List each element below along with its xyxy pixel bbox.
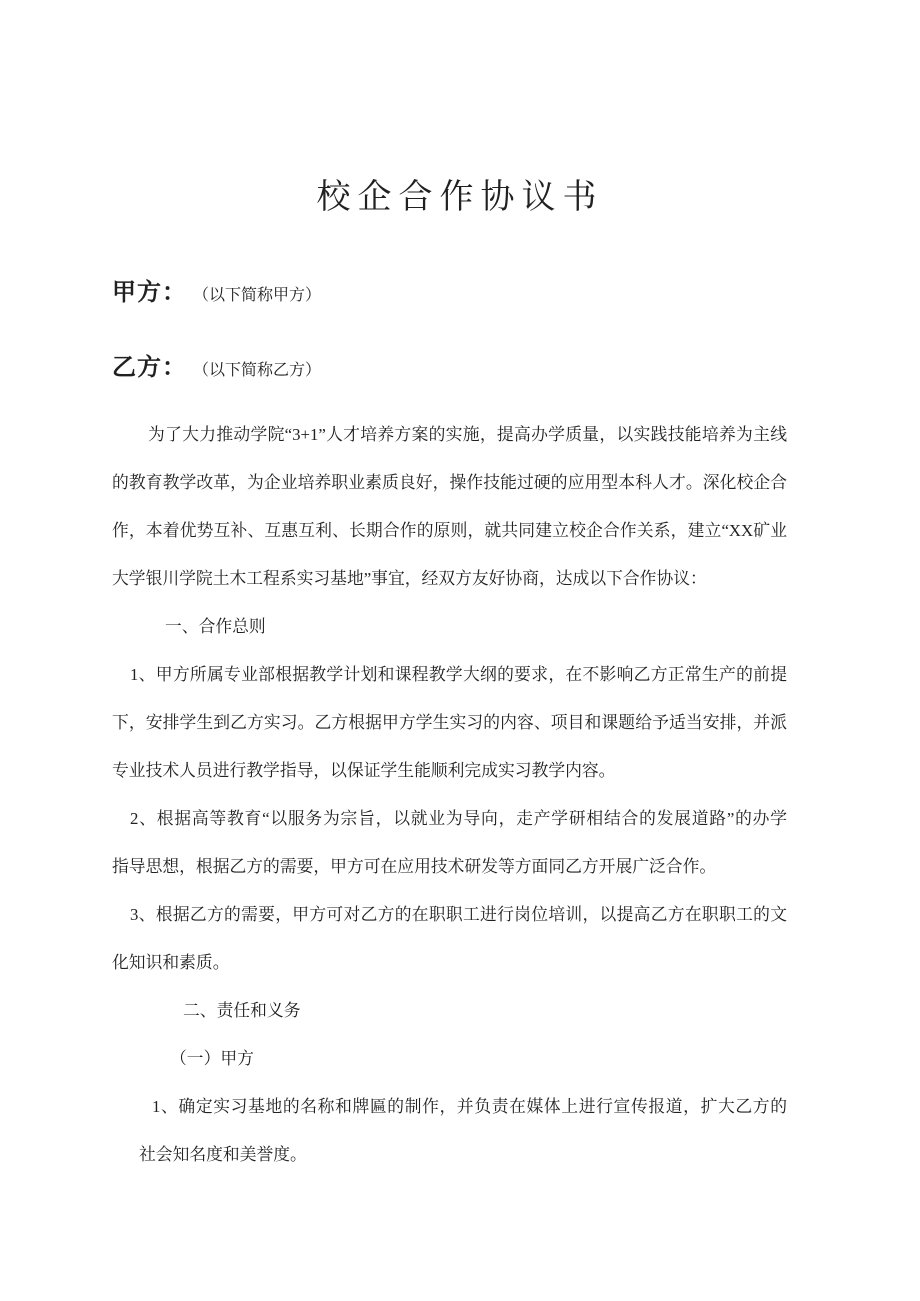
- party-b-label: 乙方：: [112, 355, 187, 381]
- section-1-item-1-line-1: 1、甲方所属专业部根据教学计划和课程教学大纲的要求，在不影响乙方正常生产的前提: [130, 665, 787, 684]
- document-title: 校企合作协议书: [316, 179, 604, 216]
- party-a-label: 甲方：: [112, 280, 187, 306]
- section-2-sub-heading: （一）甲方: [170, 1049, 254, 1068]
- party-a-line: [112, 278, 321, 311]
- section-1-item-3-line-2: 化知识和素质。: [112, 953, 230, 972]
- section-1-item-1-line-2: 下，安排学生到乙方实习。乙方根据甲方学生实习的内容、项目和课题给予适当安排，并派: [112, 713, 787, 732]
- section-2-item-1-line-2: 社会知名度和美誉度。: [139, 1145, 307, 1164]
- body-line-intro-3: 作，本着优势互补、互惠互利、长期合作的原则，就共同建立校企合作关系，建立“XX矿业: [112, 521, 787, 540]
- party-a-note: （以下简称甲方）: [201, 287, 322, 304]
- body-line-intro-2: 的教育教学改革，为企业培养职业素质良好，操作技能过硬的应用型本科人才。深化校企合: [112, 473, 787, 492]
- section-1-item-1-line-3: 专业技术人员进行教学指导，以保证学生能顺利完成实习教学内容。: [112, 761, 616, 780]
- section-2-item-1-line-1: 1、确定实习基地的名称和牌匾的制作，并负责在媒体上进行宣传报道，扩大乙方的: [152, 1097, 787, 1116]
- section-1-heading: 一、合作总则: [165, 617, 266, 636]
- section-1-item-3-line-1: 3、根据乙方的需要，甲方可对乙方的在职职工进行岗位培训，以提高乙方在职职工的文: [130, 905, 787, 924]
- section-1-item-2-line-1: 2、根据高等教育“以服务为宗旨，以就业为导向，走产学研相结合的发展道路”的办学: [130, 809, 787, 828]
- section-1-item-2-line-2: 指导思想，根据乙方的需要，甲方可在应用技术研发等方面同乙方开展广泛合作。: [112, 857, 717, 876]
- body-line-intro-4: 大学银川学院土木工程系实习基地”事宜，经双方友好协商，达成以下合作协议：: [112, 569, 707, 588]
- body-line-intro-1: 为了大力推动学院“3+1”人才培养方案的实施，提高办学质量，以实践技能培养为主线: [148, 425, 787, 444]
- party-b-line: [112, 353, 321, 386]
- party-b-note: （以下简称乙方）: [201, 362, 322, 379]
- section-2-heading: 二、责任和义务: [183, 1001, 301, 1020]
- document-body: [112, 411, 787, 1179]
